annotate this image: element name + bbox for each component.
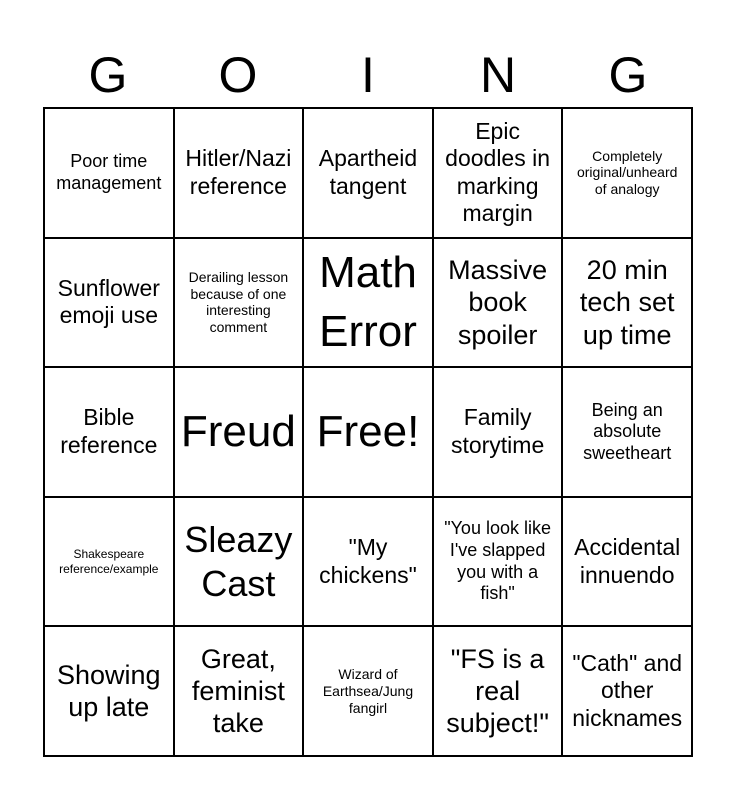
bingo-cell[interactable]: 20 min tech set up time [562, 238, 692, 368]
bingo-cell[interactable]: Being an absolute sweetheart [562, 367, 692, 497]
bingo-cell[interactable]: Wizard of Earthsea/Jung fangirl [303, 626, 433, 756]
bingo-cell[interactable]: Great, feminist take [174, 626, 304, 756]
bingo-cell[interactable]: Sleazy Cast [174, 497, 304, 627]
bingo-cell[interactable]: Family storytime [433, 367, 563, 497]
bingo-cell[interactable]: Accidental innuendo [562, 497, 692, 627]
bingo-cell[interactable]: Math Error [303, 238, 433, 368]
bingo-cell[interactable]: Bible reference [44, 367, 174, 497]
bingo-cell[interactable]: Hitler/Nazi reference [174, 108, 304, 238]
bingo-cell[interactable]: Shakespeare reference/example [44, 497, 174, 627]
bingo-cell[interactable]: Derailing lesson because of one interesting comment [174, 238, 304, 368]
title-letter: N [479, 47, 517, 103]
free-space-cell[interactable]: Free! [303, 367, 433, 497]
bingo-cell[interactable]: "My chickens" [303, 497, 433, 627]
bingo-cell[interactable]: "FS is a real subject!" [433, 626, 563, 756]
bingo-cell[interactable]: Freud [174, 367, 304, 497]
bingo-cell[interactable]: "Cath" and other nicknames [562, 626, 692, 756]
title-letter: I [361, 47, 375, 103]
bingo-board [43, 107, 693, 757]
bingo-cell[interactable]: Showing up late [44, 626, 174, 756]
title-letter: G [88, 47, 128, 103]
bingo-cell[interactable]: Sunflower emoji use [44, 238, 174, 368]
bingo-cell[interactable]: Massive book spoiler [433, 238, 563, 368]
bingo-cell[interactable]: Epic doodles in marking margin [433, 108, 563, 238]
title-letter: O [218, 47, 258, 103]
bingo-cell[interactable]: Poor time management [44, 108, 174, 238]
bingo-cell[interactable]: "You look like I've slapped you with a fish" [433, 497, 563, 627]
bingo-cell[interactable]: Completely original/unheard of analogy [562, 108, 692, 238]
title-letter: G [608, 47, 648, 103]
bingo-cell[interactable]: Apartheid tangent [303, 108, 433, 238]
bingo-title [43, 44, 693, 106]
